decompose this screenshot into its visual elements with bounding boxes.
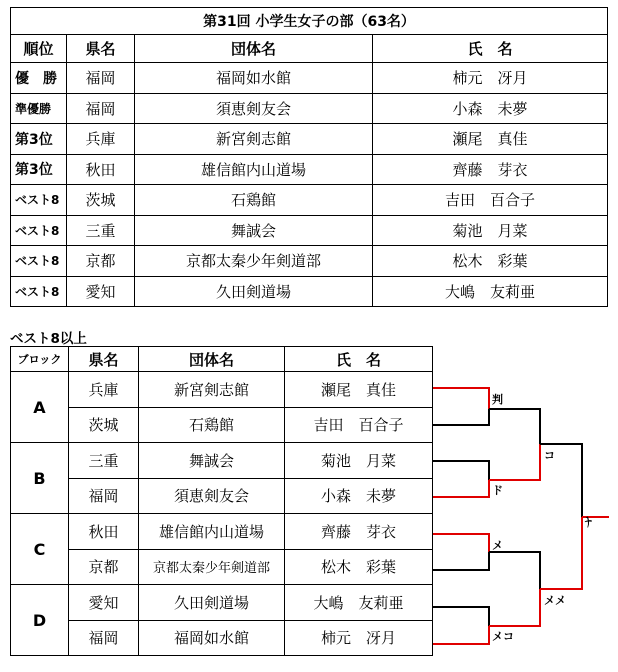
prefecture-cell: 兵庫 — [69, 372, 139, 408]
rank-cell: ベスト8 — [11, 276, 67, 307]
block-label: B — [11, 443, 69, 514]
block-label: A — [11, 372, 69, 443]
bracket-line-a-bottom — [433, 409, 489, 425]
prefecture-cell: 茨城 — [67, 185, 135, 216]
team-cell: 雄信館内山道場 — [139, 514, 285, 550]
name-cell: 菊池 月菜 — [285, 443, 433, 479]
header-prefecture: 県名 — [67, 35, 135, 63]
block-label: C — [11, 514, 69, 585]
header-team: 団体名 — [139, 347, 285, 372]
prefecture-cell: 福岡 — [67, 93, 135, 124]
rank-cell: 優 勝 — [11, 63, 67, 94]
bracket-line-ab-top — [489, 409, 540, 444]
name-cell: 小森 未夢 — [373, 93, 608, 124]
name-cell: 菊池 月菜 — [373, 215, 608, 246]
team-cell: 石鶏館 — [139, 407, 285, 443]
bracket-label-ab: コ — [544, 449, 555, 462]
bracket-line-d-bottom — [433, 626, 489, 644]
header-name: 氏 名 — [285, 347, 433, 372]
bracket-line-b-top — [433, 461, 489, 480]
name-cell: 吉田 百合子 — [285, 407, 433, 443]
header-block: ブロック — [11, 347, 69, 372]
name-cell: 松木 彩葉 — [285, 549, 433, 585]
name-cell: 瀬尾 真佳 — [285, 372, 433, 408]
team-cell: 新宮剣志館 — [139, 372, 285, 408]
bracket-line-b-bottom — [433, 480, 489, 497]
bracket-label-c: メ — [492, 539, 503, 552]
bracket-line-c-top — [433, 534, 489, 552]
name-cell: 松木 彩葉 — [373, 246, 608, 277]
name-cell: 柿元 冴月 — [373, 63, 608, 94]
prefecture-cell: 三重 — [69, 443, 139, 479]
prefecture-cell: 茨城 — [69, 407, 139, 443]
rank-cell: 第3位 — [11, 124, 67, 155]
rank-cell: ベスト8 — [11, 246, 67, 277]
team-cell: 新宮剣志館 — [135, 124, 373, 155]
team-cell: 石鶏館 — [135, 185, 373, 216]
bracket-line-c-bottom — [433, 552, 489, 570]
bracket-line-ab-bottom — [489, 444, 540, 480]
team-cell: 福岡如水館 — [135, 63, 373, 94]
prefecture-cell: 福岡 — [69, 620, 139, 656]
name-cell: 吉田 百合子 — [373, 185, 608, 216]
bracket-line-a-top — [433, 388, 489, 409]
team-cell: 福岡如水館 — [139, 620, 285, 656]
prefecture-cell: 愛知 — [69, 585, 139, 621]
bracket-line-cd-bottom — [489, 589, 540, 626]
bracket-label-b: ド — [492, 484, 503, 497]
header-rank: 順位 — [11, 35, 67, 63]
team-cell: 久田剣道場 — [135, 276, 373, 307]
block-label: D — [11, 585, 69, 656]
team-cell: 雄信館内山道場 — [135, 154, 373, 185]
name-cell: 齊藤 芽衣 — [285, 514, 433, 550]
name-cell: 小森 未夢 — [285, 478, 433, 514]
prefecture-cell: 福岡 — [67, 63, 135, 94]
prefecture-cell: 愛知 — [67, 276, 135, 307]
bracket-label-d: メコ — [492, 630, 514, 643]
bracket-line-d-top — [433, 607, 489, 626]
name-cell: 大嶋 友莉亜 — [373, 276, 608, 307]
team-cell: 須恵剣友会 — [139, 478, 285, 514]
header-prefecture: 県名 — [69, 347, 139, 372]
name-cell: 瀬尾 真佳 — [373, 124, 608, 155]
team-cell: 京都太秦少年剣道部 — [139, 549, 285, 585]
name-cell: 大嶋 友莉亜 — [285, 585, 433, 621]
bracket-label-a: 判 — [492, 393, 503, 406]
prefecture-cell: 京都 — [67, 246, 135, 277]
rank-cell: 第3位 — [11, 154, 67, 185]
bracket-line-cd-top — [489, 552, 540, 589]
results-title: 第31回 小学生女子の部（63名） — [11, 8, 608, 35]
team-cell: 須恵剣友会 — [135, 93, 373, 124]
rank-cell: 準優勝 — [11, 93, 67, 124]
best8-heading: ベスト8以上 — [10, 331, 87, 347]
team-cell: 舞誠会 — [135, 215, 373, 246]
rank-cell: ベスト8 — [11, 185, 67, 216]
prefecture-cell: 京都 — [69, 549, 139, 585]
header-name: 氏 名 — [373, 35, 608, 63]
bracket-label-final: メ — [579, 513, 597, 531]
name-cell: 柿元 冴月 — [285, 620, 433, 656]
prefecture-cell: 秋田 — [67, 154, 135, 185]
bracket-label-cd: メメ — [544, 594, 566, 607]
name-cell: 齊藤 芽衣 — [373, 154, 608, 185]
header-team: 団体名 — [135, 35, 373, 63]
prefecture-cell: 兵庫 — [67, 124, 135, 155]
prefecture-cell: 秋田 — [69, 514, 139, 550]
rank-cell: ベスト8 — [11, 215, 67, 246]
bracket-line-final-bottom — [540, 517, 582, 589]
prefecture-cell: 福岡 — [69, 478, 139, 514]
team-cell: 京都太秦少年剣道部 — [135, 246, 373, 277]
team-cell: 舞誠会 — [139, 443, 285, 479]
prefecture-cell: 三重 — [67, 215, 135, 246]
team-cell: 久田剣道場 — [139, 585, 285, 621]
